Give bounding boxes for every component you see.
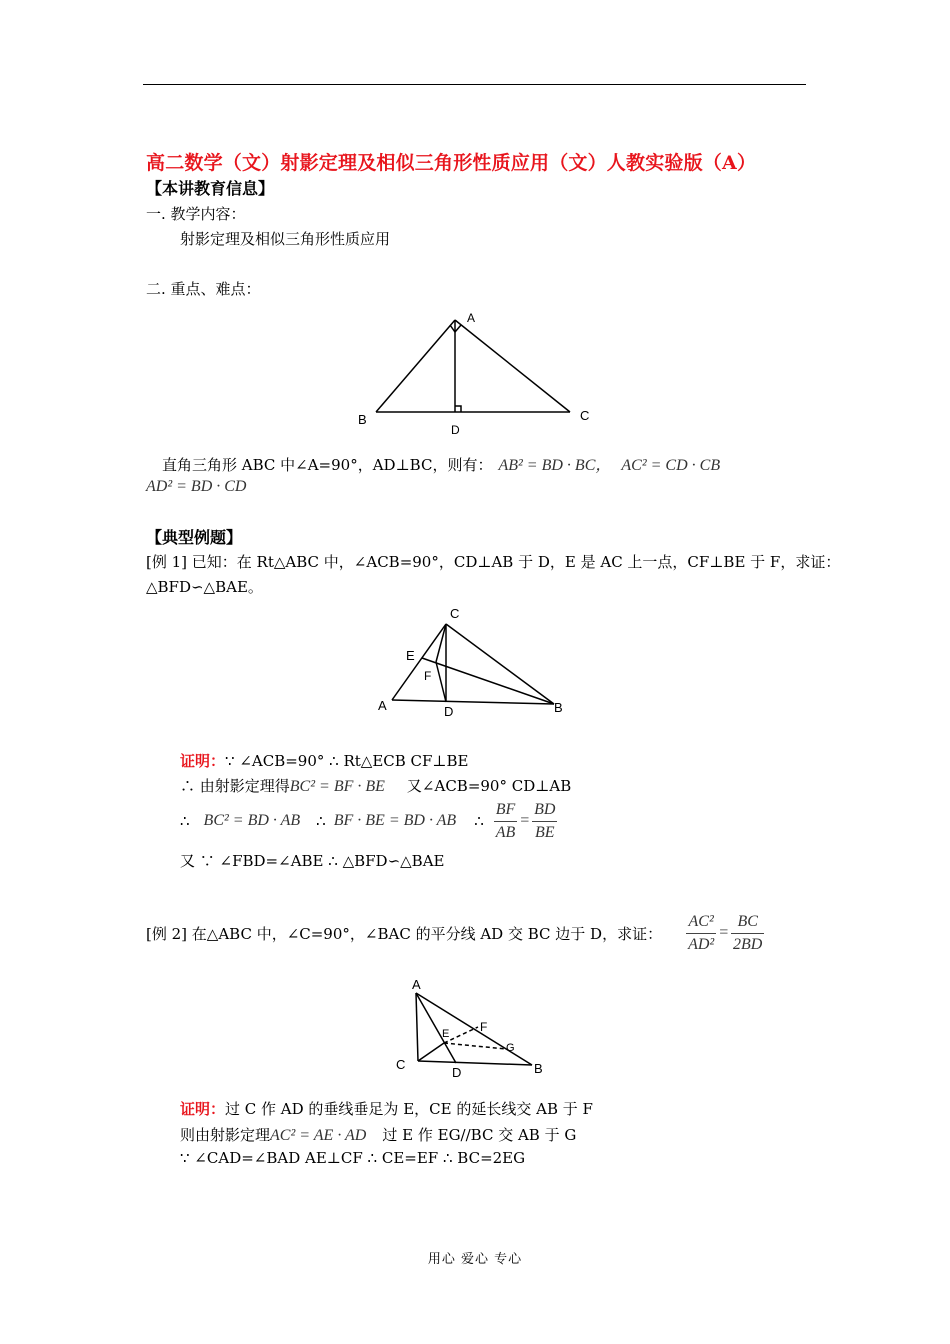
fraction-equation: $\frac{BF}{AB}$ = $\frac{BD}{BE}$	[492, 799, 560, 844]
label-f: F	[480, 1020, 488, 1034]
page-footer: 用心 爱心 专心	[427, 1252, 523, 1267]
section-heading-info: 【本讲教育信息】	[146, 179, 275, 198]
fraction-bf-ab: $\frac{BF}{AB}$	[495, 800, 516, 841]
label-c: C	[580, 408, 590, 423]
theorem-text	[162, 452, 720, 475]
therefore-symbol: ∴	[316, 812, 326, 830]
example1-proof-line1	[180, 750, 469, 771]
proof-step-1: ∵ ∠ACB=90° ∴ Rt△ECB CF⊥BE	[225, 752, 469, 770]
segment-ce	[418, 1043, 444, 1061]
formula-ad-squared: AD² = BD · CD	[146, 478, 247, 495]
example2-proof-line3: ∵ ∠CAD=∠BAD AE⊥CF ∴ CE=EF ∴ BC=2EG	[180, 1149, 526, 1167]
label-d: D	[451, 423, 460, 437]
figure-example1	[370, 602, 580, 720]
side-ac	[455, 320, 570, 412]
formula-ac-squared: AC² = CD · CB	[621, 457, 721, 474]
section-heading-examples: 【典型例题】	[146, 528, 243, 547]
example2-fraction-equation: $\frac{\text{AC²}}{\text{AD²}}$ = $\frac{BC}{2BD}$	[684, 911, 766, 956]
proof-step-2-text: ∴ 由射影定理得	[180, 777, 290, 795]
example2-statement	[146, 906, 766, 960]
proof-step-2-construction: 过 E 作 EG//BC 交 AB 于 G	[382, 1126, 577, 1144]
label-d: D	[452, 1065, 462, 1080]
proof-step-2-condition: 又∠ACB=90° CD⊥AB	[406, 777, 572, 795]
formula-bc-squared-bd-ab: BC² = BD · AB	[203, 812, 301, 829]
fraction-ac2-ad2: $\frac{\text{AC²}}{\text{AD²}}$	[688, 912, 715, 953]
label-a: A	[467, 311, 476, 325]
therefore-symbol: ∴	[474, 812, 484, 830]
label-g: G	[506, 1042, 515, 1054]
label-f: F	[424, 669, 432, 683]
example1-proof-line4: 又 ∵ ∠FBD=∠ABE ∴ △BFD∽△BAE	[180, 852, 445, 870]
proof-step-1: 过 C 作 AD 的垂线垂足为 E，CE 的延长线交 AB 于 F	[225, 1100, 593, 1118]
formula-ac-squared-ae-ad: AC² = AE · AD	[270, 1127, 367, 1144]
side-cb	[418, 1061, 532, 1065]
part2-label: 二. 重点、难点：	[146, 280, 261, 298]
example2-proof-line1	[180, 1098, 593, 1119]
label-c: C	[396, 1057, 406, 1072]
side-ab	[416, 993, 532, 1065]
label-b: B	[534, 1061, 543, 1076]
example1-proof-line3	[180, 798, 559, 844]
example1-line1: [例 1] 已知：在 Rt△ABC 中，∠ACB=90°，CD⊥AB 于 D，E 是 AC 上一点，CF⊥BE 于 F，求证：	[146, 553, 841, 571]
fraction-bc-2bd: $\frac{BC}{2BD}$	[733, 912, 763, 953]
side-ac	[416, 993, 418, 1061]
theorem-statement: 直角三角形 ABC 中∠A=90°，AD⊥BC，则有：	[162, 456, 493, 474]
label-c: C	[450, 606, 460, 621]
segment-be	[422, 658, 554, 704]
label-e: E	[406, 648, 415, 663]
therefore-symbol: ∴	[180, 812, 190, 830]
right-angle-mark-d	[455, 406, 461, 412]
figure-example2	[390, 975, 560, 1080]
label-a: A	[378, 698, 387, 713]
label-b: B	[554, 700, 563, 715]
label-e: E	[442, 1028, 450, 1040]
segment-fd	[436, 662, 446, 702]
part1-label: 一. 教学内容：	[146, 205, 246, 223]
proof-label: 证明：	[180, 1100, 226, 1118]
example1-proof-line2	[180, 775, 571, 796]
example1-line2: △BFD∽△BAE。	[146, 578, 263, 596]
segment-cf	[436, 624, 446, 662]
label-d: D	[444, 704, 454, 719]
side-cb	[446, 624, 554, 704]
page-title: 高二数学（文）射影定理及相似三角形性质应用（文）人教实验版（A）	[146, 152, 757, 174]
fraction-bd-be: $\frac{BD}{BE}$	[534, 800, 556, 841]
figure-right-triangle	[350, 302, 600, 442]
header-rule	[143, 84, 806, 85]
label-b: B	[358, 412, 367, 427]
label-a: A	[412, 977, 421, 992]
side-ac	[392, 624, 446, 700]
formula-ab-squared: AB² = BD · BC，	[498, 457, 612, 474]
proof-label: 证明：	[180, 752, 226, 770]
side-ab	[376, 320, 455, 412]
proof-step-2-text: 则由射影定理	[180, 1126, 271, 1144]
formula-bc-squared-bf-be: BC² = BF · BE	[289, 778, 385, 795]
bisector-ad	[416, 993, 456, 1063]
example2-text: [例 2] 在△ABC 中，∠C=90°，∠BAC 的平分线 AD 交 BC 边于 D，求证：	[146, 924, 663, 943]
side-ab	[392, 700, 554, 704]
part1-text: 射影定理及相似三角形性质应用	[180, 230, 391, 248]
formula-bf-be-bd-ab: BF · BE = BD · AB	[333, 812, 457, 829]
example2-proof-line2	[180, 1124, 576, 1145]
